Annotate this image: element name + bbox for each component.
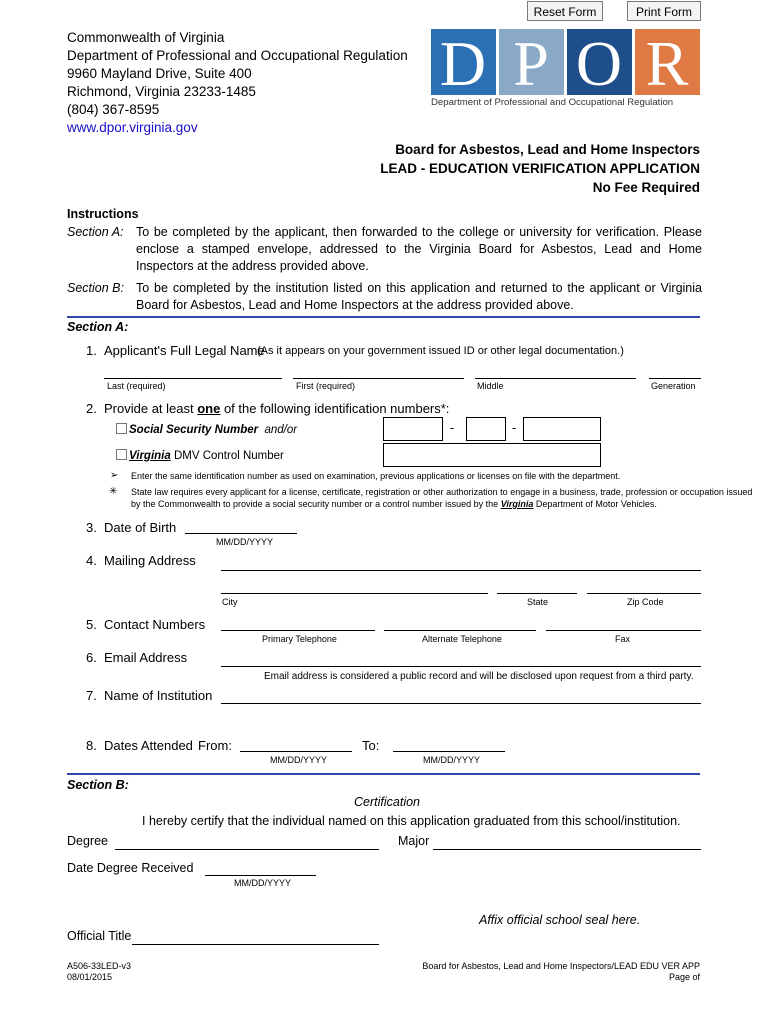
ssn-part3-input[interactable] [523,417,601,441]
agency-commonwealth: Commonwealth of Virginia [67,30,225,45]
ssn-andor: and/or [264,424,298,436]
date-degree-received-field[interactable] [205,875,316,876]
instructions-section-b-label: Section B: [67,281,124,295]
q6-number: 6. [86,650,97,665]
middle-name-label: Middle [477,381,504,391]
id-note-2-virginia: Virginia [500,499,534,509]
state-field[interactable] [497,593,577,594]
q5-label: Contact Numbers [104,617,206,632]
street-address-field[interactable] [221,570,701,571]
q4-label: Mailing Address [104,553,196,568]
logo-letter-o: O [575,29,623,99]
q1-label: Applicant's Full Legal Name [104,343,265,358]
q7-label: Name of Institution [104,688,213,703]
section-b-divider [67,773,700,775]
degree-label: Degree [67,834,108,848]
note2-asterisk-icon: ✳ [109,486,118,497]
ssn-dash-1: - [450,421,455,435]
agency-city: Richmond, Virginia 23233-1485 [67,84,256,99]
fee-note: No Fee Required [592,180,700,195]
logo-letter-r: R [645,29,689,99]
footer-page-number: Page of [668,972,700,982]
q2-label-pre: Provide at least [104,401,198,416]
q2-asterisk: *: [440,401,450,416]
q6-label: Email Address [104,650,188,665]
logo-caption: Department of Professional and Occupational Regulation [431,97,674,108]
attended-to-field[interactable] [393,751,505,752]
form-code: A506-33LED-v3 [67,961,132,971]
fax-label: Fax [615,634,631,644]
agency-department: Department of Professional and Occupational Regulation [67,48,408,63]
q1-number: 1. [86,343,97,358]
email-public-record-note: Email address is considered a public record and will be disclosed upon request from a third party. [264,671,694,682]
ssn-checkbox[interactable] [116,423,127,434]
dmv-option[interactable] [116,449,284,462]
dmv-label: DMV Control Number [170,450,284,462]
city-field[interactable] [221,593,488,594]
q2-label [104,401,449,416]
footer-board-form: Board for Asbestos, Lead and Home Inspectors/LEAD EDU VER APP [422,961,700,971]
zip-code-label: Zip Code [627,597,664,607]
dates-from-label: From: [198,738,232,753]
email-field[interactable] [221,666,701,667]
instructions-section-b-text: To be completed by the institution listed on this application and returned to the applicant or Virginia Board for Asbestos, Lead and Home Inspectors at the address provided above. [136,281,702,312]
agency-street: 9960 Mayland Drive, Suite 400 [67,66,252,81]
ssn-dash-2: - [512,421,517,435]
fax-field[interactable] [546,630,701,631]
board-title: Board for Asbestos, Lead and Home Inspectors [395,142,700,157]
degree-field[interactable] [115,849,379,850]
last-name-field[interactable] [104,378,282,379]
date-of-birth-field[interactable] [185,533,297,534]
id-note-2-line1: State law requires every applicant for a license, certificate, registration or other authorization to engage in a business, trade, profession or occupation issued [131,487,753,497]
agency-website-link[interactable]: www.dpor.virginia.gov [67,120,198,135]
attended-from-format: MM/DD/YYYY [270,755,328,765]
q2-label-one: one [197,401,221,416]
ssn-option[interactable] [116,423,297,436]
print-form-button[interactable]: Print Form [627,1,701,21]
instructions-section-a-label: Section A: [67,225,124,239]
official-title-label: Official Title [67,929,132,943]
dmv-checkbox[interactable] [116,449,127,460]
institution-name-field[interactable] [221,703,701,704]
section-b-heading: Section B: [67,778,129,792]
generation-label: Generation [651,381,696,391]
date-degree-format: MM/DD/YYYY [234,878,292,888]
q8-label: Dates Attended [104,738,193,753]
id-note-2-pre: by the Commonwealth to provide a social security number or a control number issued by the [131,499,501,509]
reset-form-button[interactable]: Reset Form [527,1,603,21]
q4-number: 4. [86,553,97,568]
date-degree-received-label: Date Degree Received [67,861,194,875]
form-title: LEAD - EDUCATION VERIFICATION APPLICATION [380,161,700,176]
certification-text: I hereby certify that the individual named on this application graduated from this school/institution. [142,814,681,828]
q8-number: 8. [86,738,97,753]
dmv-virginia: Virginia [129,450,171,462]
agency-address-block [67,29,408,137]
instructions-heading: Instructions [67,207,139,221]
dates-to-label: To: [362,738,380,753]
q1-note: (As it appears on your government issued ID or other legal documentation.) [257,345,624,357]
id-note-2-line2 [131,499,657,509]
logo-letter-p: P [513,29,549,99]
ssn-label: Social Security Number [129,424,259,436]
section-a-divider [67,316,700,318]
attended-to-format: MM/DD/YYYY [423,755,481,765]
first-name-label: First (required) [296,381,356,391]
middle-name-field[interactable] [475,378,636,379]
note1-bullet-icon: ➢ [110,470,119,481]
primary-telephone-field[interactable] [221,630,375,631]
form-date: 08/01/2015 [67,972,113,982]
agency-phone: (804) 367-8595 [67,102,160,117]
id-note-1: Enter the same identification number as used on examination, previous applications or licenses on file with the department. [131,471,621,481]
alternate-telephone-field[interactable] [384,630,536,631]
city-label: City [222,597,238,607]
zip-code-field[interactable] [587,593,701,594]
certification-title: Certification [354,795,420,809]
major-label: Major [398,834,430,848]
school-seal-note: Affix official school seal here. [479,913,641,927]
last-name-label: Last (required) [107,381,166,391]
q3-label: Date of Birth [104,520,177,535]
official-title-field[interactable] [132,944,379,945]
q2-label-post: of the following identification numbers [220,401,441,416]
attended-from-field[interactable] [240,751,352,752]
section-a-heading: Section A: [67,320,129,334]
dmv-control-input[interactable] [383,443,601,467]
instructions-section-a-text: To be completed by the applicant, then forwarded to the college or university for verification. Please enclose a stamped envelope, addressed to the Virginia Board for Asbestos, Lead and Home Inspectors at the address provided above. [136,225,702,273]
q2-number: 2. [86,401,97,416]
first-name-field[interactable] [293,378,464,379]
state-label: State [527,597,549,607]
primary-telephone-label: Primary Telephone [262,634,337,644]
major-field[interactable] [433,849,701,850]
ssn-part2-input[interactable] [466,417,506,441]
logo-letter-d: D [439,29,487,99]
dob-format-label: MM/DD/YYYY [216,537,274,547]
id-note-2-post: Department of Motor Vehicles. [533,499,657,509]
ssn-part1-input[interactable] [383,417,443,441]
q7-number: 7. [86,688,97,703]
generation-field[interactable] [649,378,701,379]
q3-number: 3. [86,520,97,535]
q5-number: 5. [86,617,97,632]
alternate-telephone-label: Alternate Telephone [422,634,502,644]
dpor-logo [431,29,701,111]
